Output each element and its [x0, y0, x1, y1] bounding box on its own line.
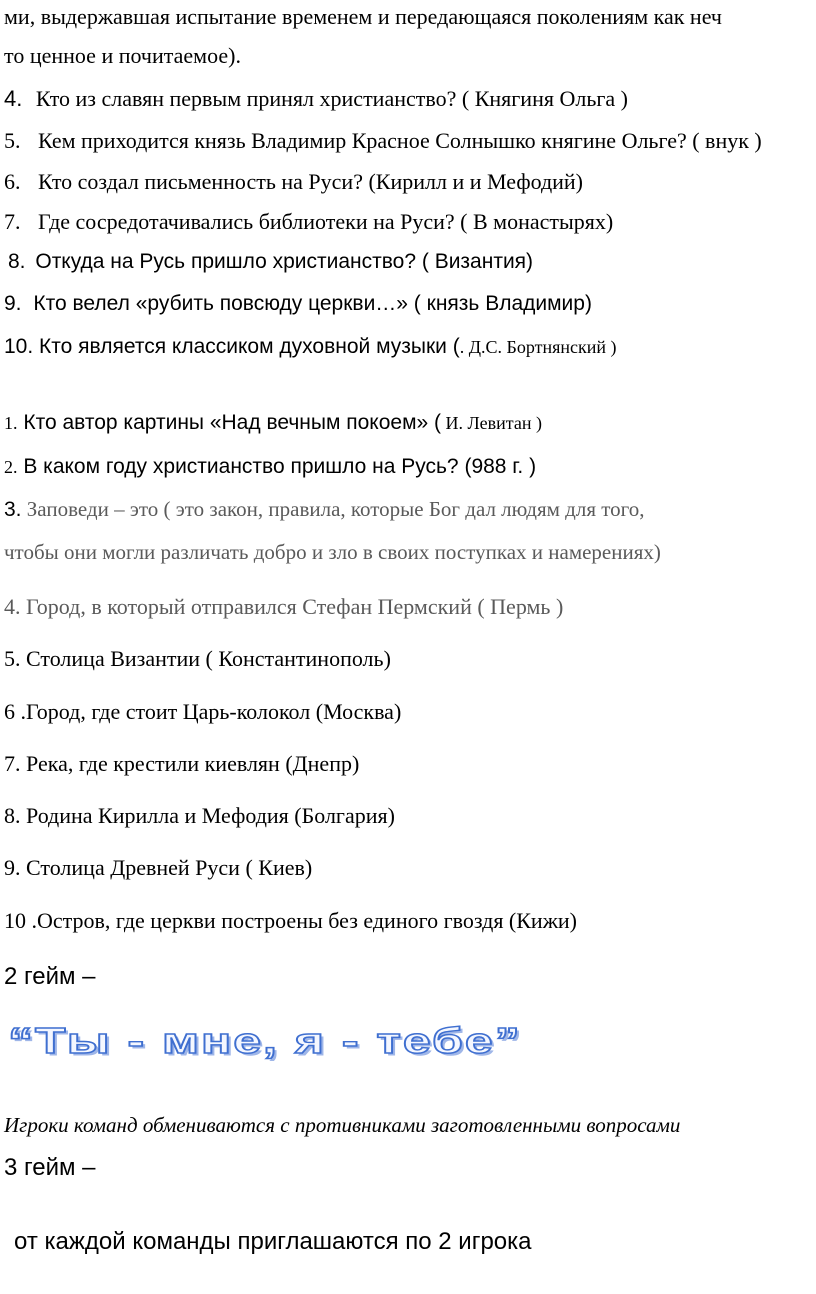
question-number: 4.	[4, 86, 23, 111]
question-byzantium-capital: 5. Столица Византии ( Константинополь)	[4, 646, 391, 671]
question-text: Откуда на Русь пришло христианство? ( Византия)	[35, 250, 534, 273]
game-3-description: от каждой команды приглашаются по 2 игрока	[14, 1228, 532, 1255]
question-text: Кто из славян первым принял христианство? ( Княгиня Ольга )	[35, 86, 628, 111]
question-8	[8, 250, 533, 274]
question-text: Кто велел «рубить повсюду церкви…» ( князь Владимир)	[33, 292, 592, 315]
question-ancient-capital: 9. Столица Древней Руси ( Киев)	[4, 855, 313, 880]
question-9	[4, 292, 592, 316]
question-number: 7.	[4, 209, 21, 234]
question-number: 9.	[4, 292, 22, 315]
question-text: Кто создал письменность на Руси? (Кирилл и и Мефодий)	[38, 169, 584, 194]
question-island: 10 .Остров, где церкви построены без единого гвоздя (Кижи)	[4, 908, 578, 933]
question-river: 7. Река, где крестили киевлян (Днепр)	[4, 751, 360, 776]
wordart-title: “Ты - мне, я - тебе”	[8, 1020, 522, 1062]
question-number: 5.	[4, 128, 21, 153]
answer-text: И. Левитан )	[441, 413, 542, 433]
question-number: 8.	[8, 250, 26, 273]
question-text: Кто автор картины «Над вечным покоем» (	[23, 411, 442, 434]
question-text: Кем приходится князь Владимир Красное Солнышко княгине Ольге? ( внук )	[38, 128, 762, 153]
question-3	[4, 497, 644, 522]
question-text: Кто является классиком духовной музыки (	[39, 335, 460, 358]
text-line-continuation-end: то ценное и почитаемое).	[4, 43, 241, 68]
question-homeland: 8. Родина Кирилла и Мефодия (Болгария)	[4, 803, 395, 828]
question-2	[4, 455, 536, 479]
question-number: 1.	[4, 413, 18, 433]
answer-text: . Д.С. Бортнянский )	[459, 337, 617, 357]
question-tsar-bell: 6 .Город, где стоит Царь-колокол (Москва)	[4, 699, 402, 724]
question-city-perm	[4, 594, 563, 620]
question-number: 2.	[4, 457, 18, 477]
question-4	[4, 86, 628, 112]
question-number: 6.	[4, 169, 21, 194]
question-number: 10.	[4, 335, 34, 358]
game-2-description: Игроки команд обмениваются с противниками заготовленными вопросами	[4, 1113, 681, 1137]
question-10	[4, 335, 617, 359]
text-line-continuation: ми, выдержавшая испытание временем и передающаяся поколениям как неч	[4, 4, 722, 29]
question-7	[4, 209, 613, 235]
question-5	[4, 128, 762, 154]
question-text: В каком году христианство пришло на Русь? (988 г. )	[23, 455, 537, 478]
game-3-heading: 3 гейм –	[4, 1154, 96, 1181]
question-3-continuation: чтобы они могли различать добро и зло в своих поступках и намерениях)	[4, 540, 661, 564]
question-text: Заповеди – это ( это закон, правила, которые Бог дал людям для того,	[26, 497, 645, 521]
question-number: 3.	[4, 498, 22, 521]
question-text: Где сосредотачивались библиотеки на Руси? ( В монастырях)	[38, 209, 614, 234]
question-6	[4, 169, 583, 195]
question-1	[4, 411, 542, 435]
game-2-heading: 2 гейм –	[4, 963, 96, 990]
question-text: 4. Город, в который отправился Стефан Пермский ( Пермь )	[4, 594, 564, 619]
